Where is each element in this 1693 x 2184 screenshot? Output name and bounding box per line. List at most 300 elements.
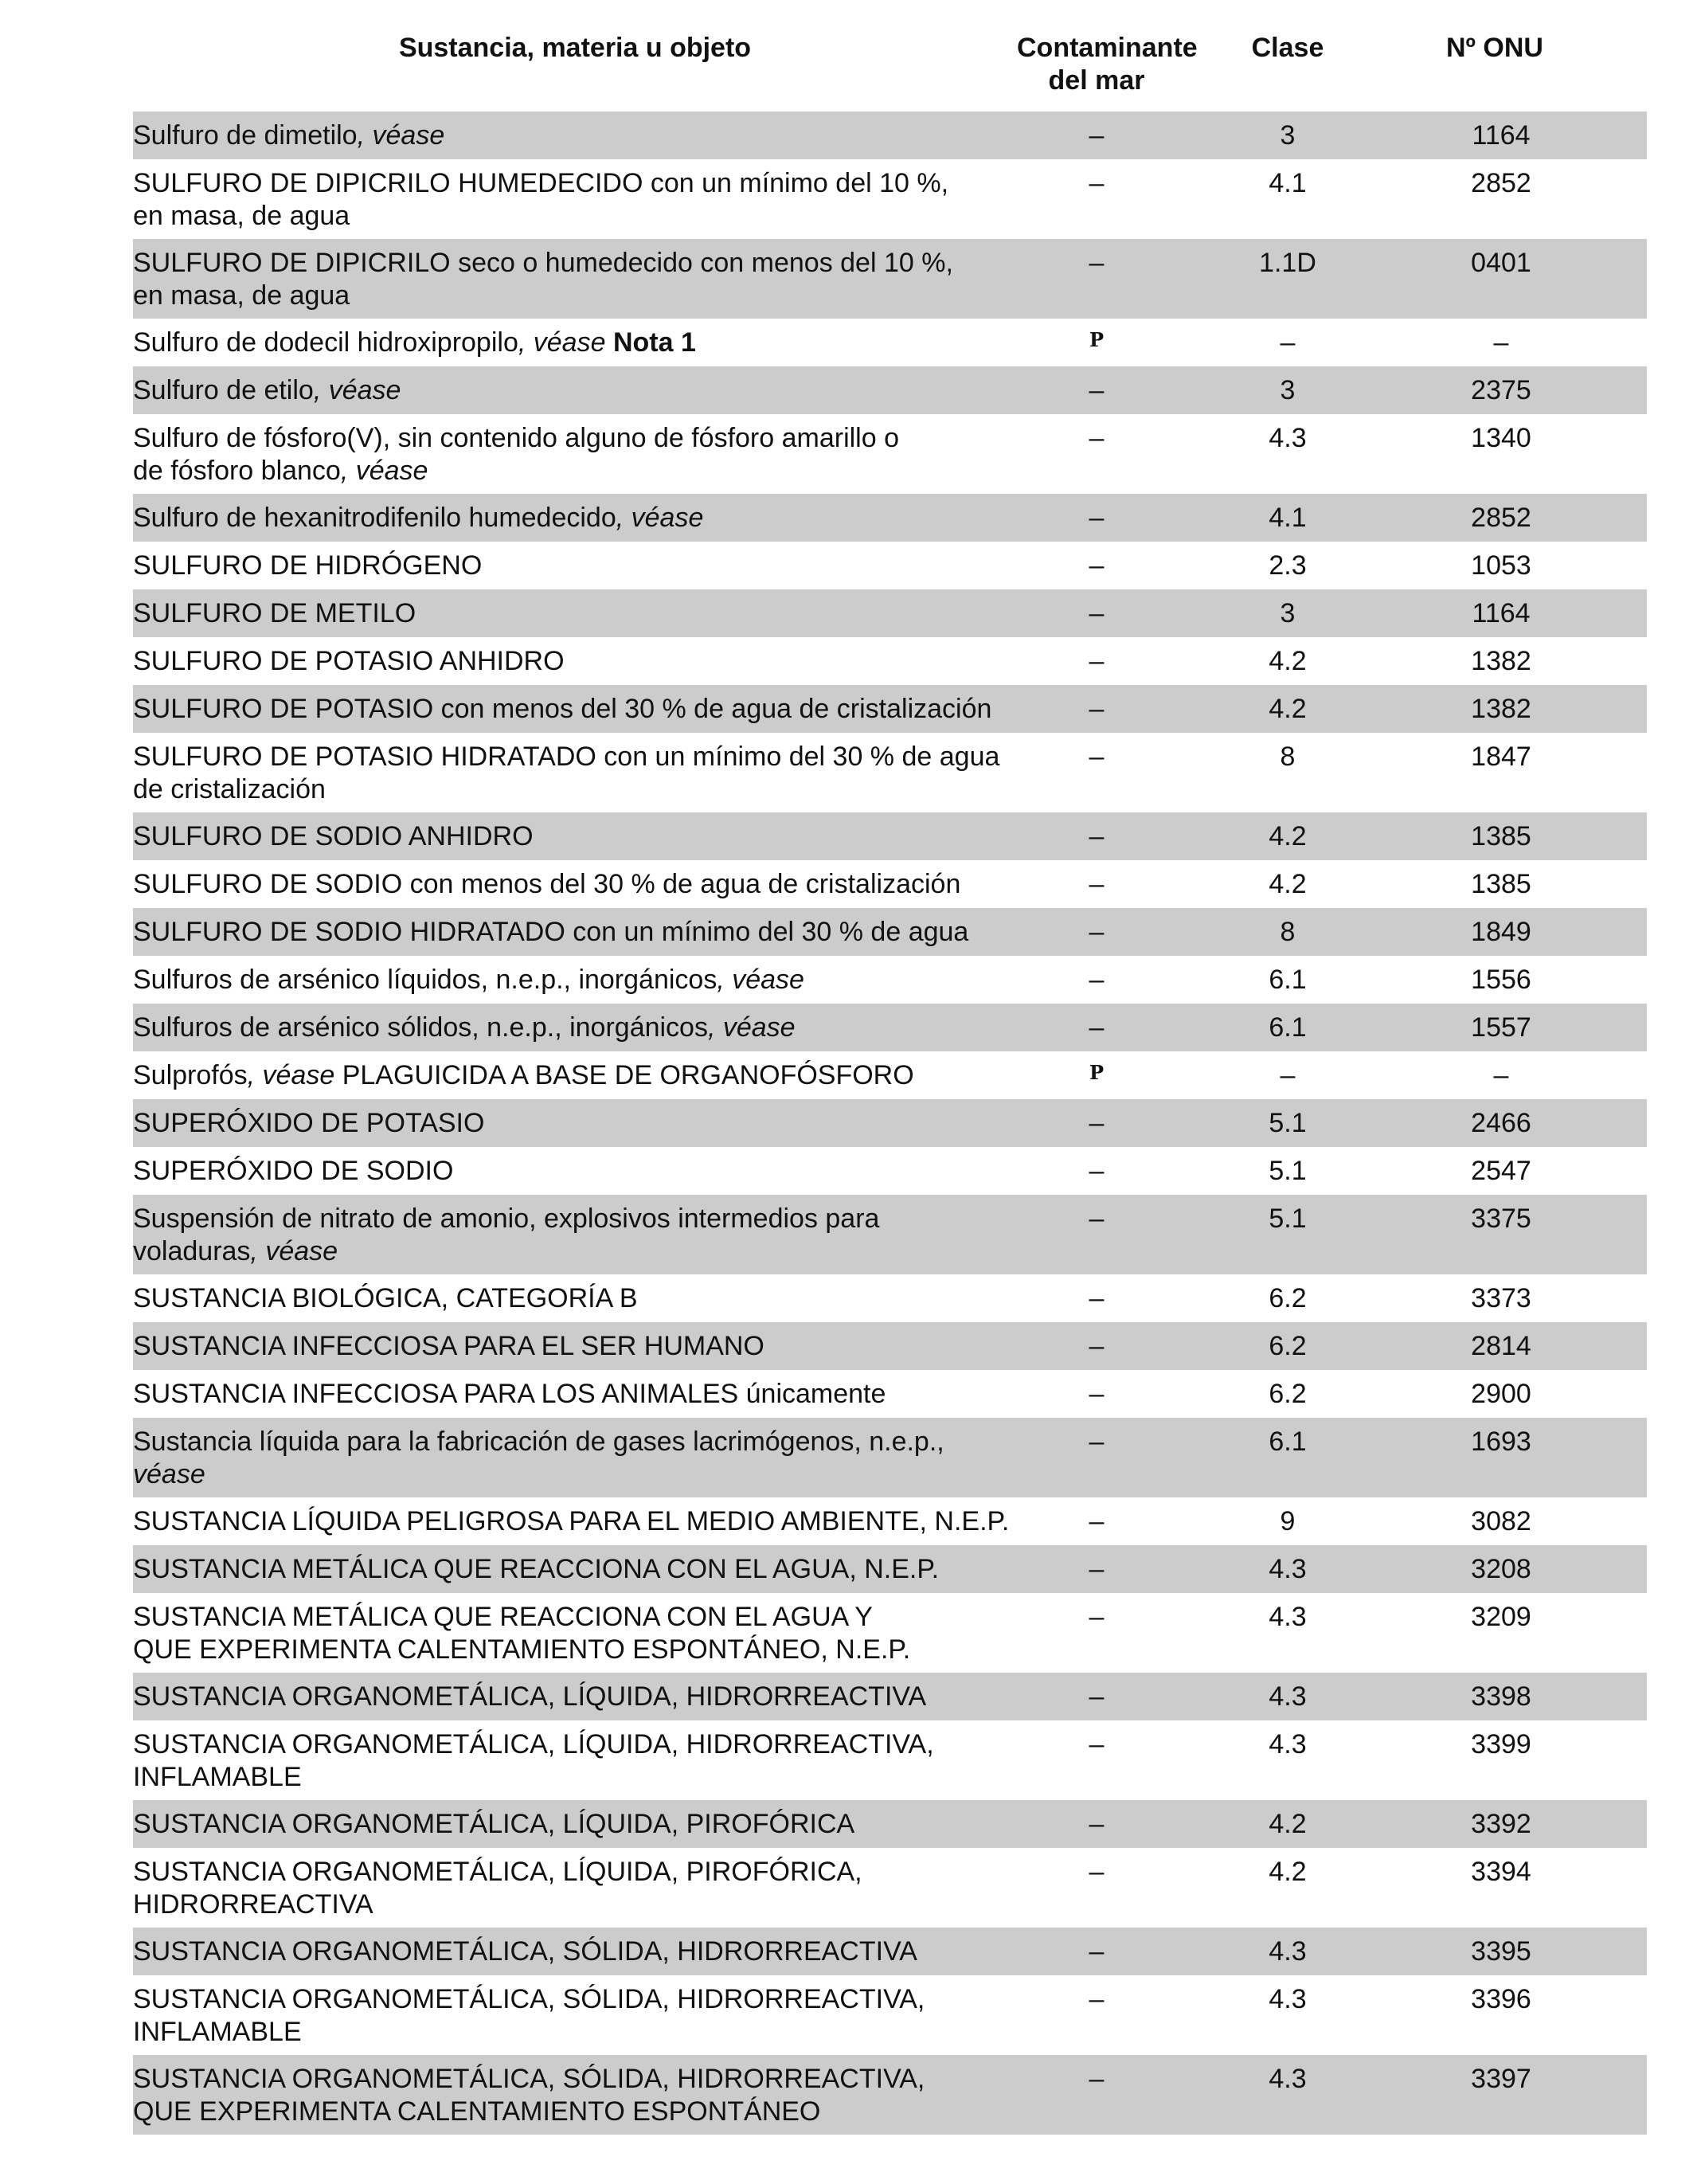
cell-marine-pollutant <box>1017 542 1176 582</box>
table-row <box>133 1370 1647 1418</box>
cell-substance <box>133 1370 1017 1411</box>
cell-class: 4.3 <box>1269 1681 1307 1712</box>
substance-line-1 <box>133 1505 1011 1538</box>
cell-un-number: 1385 <box>1471 821 1531 851</box>
substance-text: SULFURO DE POTASIO con menos del 30 % de agua de cristalización <box>133 694 992 724</box>
substance-line-2 <box>133 1634 1011 1666</box>
table-row <box>133 1004 1647 1051</box>
marine-pollutant-value: – <box>1089 375 1105 405</box>
cell-un-number: 3375 <box>1471 1204 1531 1234</box>
cell-un-number: 1849 <box>1471 917 1531 947</box>
substance-line-1 <box>133 693 1011 726</box>
cell-un-number: 1382 <box>1471 646 1531 676</box>
see-reference: , véase <box>357 120 445 151</box>
marine-pollutant-value: – <box>1089 1012 1105 1043</box>
cell-substance <box>133 733 1017 806</box>
substance-text: Sulfuro de etilo <box>133 375 314 405</box>
cell-substance <box>133 860 1017 901</box>
see-target: Nota 1 <box>612 327 696 358</box>
table-row <box>133 2055 1647 2135</box>
cell-class: 6.2 <box>1269 1283 1307 1313</box>
substance-line-2 <box>133 1235 1011 1268</box>
cell-un-number: 3399 <box>1471 1729 1531 1759</box>
marine-pollutant-value: – <box>1089 598 1105 628</box>
cell-marine-pollutant <box>1017 239 1176 280</box>
header-class: Clase <box>1251 33 1324 63</box>
cell-marine-pollutant <box>1017 685 1176 726</box>
cell-marine-pollutant <box>1017 812 1176 853</box>
cell-marine-pollutant <box>1017 1274 1176 1315</box>
substance-text: SUSTANCIA METÁLICA QUE REACCIONA CON EL AGUA, N.E.P. <box>133 1554 940 1584</box>
cell-marine-pollutant <box>1017 589 1176 630</box>
substance-line-1 <box>133 247 1011 280</box>
cell-marine-pollutant <box>1017 1928 1176 1968</box>
marine-pollutant-value: – <box>1089 1506 1105 1536</box>
cell-marine-pollutant <box>1017 1322 1176 1363</box>
marine-pollutant-value: – <box>1089 503 1105 533</box>
cell-marine-pollutant <box>1017 1370 1176 1411</box>
marine-pollutant-value: – <box>1089 965 1105 995</box>
cell-un-number: 3208 <box>1471 1554 1531 1584</box>
substance-line-1 <box>133 1856 1011 1888</box>
substance-line-1 <box>133 1681 1011 1713</box>
cell-class: 9 <box>1280 1506 1296 1536</box>
cell-substance <box>133 812 1017 853</box>
substance-text: Sulfuro de dimetilo <box>133 120 358 151</box>
substance-text: SULFURO DE HIDRÓGENO <box>133 550 483 581</box>
cell-marine-pollutant <box>1017 1497 1176 1538</box>
cell-substance <box>133 1975 1017 2049</box>
see-reference: véase <box>133 1459 205 1489</box>
substance-text-cont: voladuras <box>133 1236 251 1266</box>
cell-class: 4.3 <box>1269 2064 1307 2094</box>
cell-marine-pollutant <box>1017 1147 1176 1188</box>
substance-text: SUSTANCIA INFECCIOSA PARA EL SER HUMANO <box>133 1331 764 1361</box>
see-reference: , véase <box>717 965 804 995</box>
cell-substance <box>133 112 1017 152</box>
substance-line-2 <box>133 200 1011 233</box>
cell-un-number: 3395 <box>1471 1936 1531 1967</box>
marine-pollutant-value: – <box>1089 1936 1105 1967</box>
marine-pollutant-value: – <box>1089 1108 1105 1138</box>
substance-text: SUSTANCIA BIOLÓGICA, CATEGORÍA B <box>133 1283 638 1313</box>
dangerous-goods-table <box>133 32 1647 2135</box>
substance-line-1 <box>133 868 1011 901</box>
cell-marine-pollutant <box>1017 733 1176 773</box>
substance-text-cont: en masa, de agua <box>133 201 350 231</box>
table-row <box>133 112 1647 159</box>
cell-un-number: 3082 <box>1471 1506 1531 1536</box>
table-row <box>133 159 1647 239</box>
cell-marine-pollutant <box>1017 637 1176 678</box>
table-header <box>133 32 1647 112</box>
cell-class: 5.1 <box>1269 1108 1307 1138</box>
substance-line-1 <box>133 1203 1011 1235</box>
cell-marine-pollutant <box>1017 112 1176 152</box>
see-reference: , véase <box>518 327 606 358</box>
table-row <box>133 1418 1647 1497</box>
substance-text: SUPERÓXIDO DE SODIO <box>133 1156 454 1186</box>
cell-substance <box>133 908 1017 949</box>
cell-substance <box>133 1593 1017 1666</box>
cell-un-number: 3394 <box>1471 1857 1531 1887</box>
substance-line-1 <box>133 916 1011 949</box>
cell-un-number: 2900 <box>1471 1379 1531 1409</box>
table-row <box>133 366 1647 414</box>
cell-class: – <box>1280 327 1296 358</box>
cell-marine-pollutant <box>1017 1593 1176 1634</box>
marine-pollutant-value: – <box>1089 1156 1105 1186</box>
table-row <box>133 1720 1647 1800</box>
substance-text: SUSTANCIA ORGANOMETÁLICA, LÍQUIDA, HIDRORREACTIVA, <box>133 1729 934 1759</box>
table-row <box>133 812 1647 860</box>
table-row <box>133 1195 1647 1274</box>
cell-marine-pollutant <box>1017 1720 1176 1761</box>
substance-text: Sulfuro de hexanitrodifenilo humedecido <box>133 503 616 533</box>
substance-line-1 <box>133 741 1011 773</box>
substance-line-2 <box>133 1458 1011 1491</box>
cell-marine-pollutant <box>1017 1418 1176 1458</box>
cell-substance <box>133 366 1017 407</box>
substance-text: SULFURO DE POTASIO HIDRATADO con un mínimo del 30 % de agua <box>133 742 1000 772</box>
table-row <box>133 637 1647 685</box>
marine-pollutant-value: – <box>1089 1984 1105 2014</box>
header-marine-pollutant-line2: del mar <box>1048 65 1145 96</box>
cell-substance <box>133 685 1017 726</box>
cell-un-number: 1340 <box>1471 423 1531 453</box>
marine-pollutant-value: – <box>1089 1554 1105 1584</box>
cell-un-number: 2466 <box>1471 1108 1531 1138</box>
cell-class: 4.2 <box>1269 646 1307 676</box>
cell-substance <box>133 494 1017 534</box>
substance-text: SULFURO DE SODIO ANHIDRO <box>133 821 534 851</box>
cell-un-number: 0401 <box>1471 248 1531 278</box>
see-reference: , véase <box>707 1012 796 1043</box>
substance-line-1 <box>133 597 1011 630</box>
cell-marine-pollutant <box>1017 414 1176 455</box>
cell-substance <box>133 1004 1017 1044</box>
cell-substance <box>133 637 1017 678</box>
substance-line-1 <box>133 1808 1011 1841</box>
cell-un-number: 3397 <box>1471 2064 1531 2094</box>
table-row <box>133 1322 1647 1370</box>
substance-line-1 <box>133 327 1011 359</box>
cell-substance <box>133 1147 1017 1188</box>
marine-pollutant-mark: P <box>1089 328 1105 351</box>
table-row <box>133 1975 1647 2055</box>
substance-line-1 <box>133 1107 1011 1140</box>
table-row <box>133 1147 1647 1195</box>
cell-un-number: 1693 <box>1471 1427 1531 1457</box>
substance-text-cont: QUE EXPERIMENTA CALENTAMIENTO ESPONTÁNEO, N.E.P. <box>133 1634 911 1665</box>
substance-line-1 <box>133 550 1011 582</box>
cell-marine-pollutant <box>1017 494 1176 534</box>
cell-un-number: 1556 <box>1471 965 1531 995</box>
cell-class: 8 <box>1280 917 1296 947</box>
substance-line-1 <box>133 1330 1011 1363</box>
cell-class: 4.3 <box>1269 1554 1307 1584</box>
table-row <box>133 1673 1647 1720</box>
cell-un-number: 3373 <box>1471 1283 1531 1313</box>
marine-pollutant-value: – <box>1089 1602 1105 1632</box>
cell-substance <box>133 1720 1017 1794</box>
substance-text: SULFURO DE SODIO HIDRATADO con un mínimo del 30 % de agua <box>133 917 969 947</box>
substance-text-cont: en masa, de agua <box>133 280 350 311</box>
substance-text: SUSTANCIA ORGANOMETÁLICA, LÍQUIDA, PIROFÓRICA, <box>133 1857 862 1887</box>
marine-pollutant-value: – <box>1089 423 1105 453</box>
cell-marine-pollutant <box>1017 1545 1176 1586</box>
cell-class: 5.1 <box>1269 1204 1307 1234</box>
substance-line-2 <box>133 2096 1011 2128</box>
cell-un-number: 1557 <box>1471 1012 1531 1043</box>
cell-un-number: 1382 <box>1471 694 1531 724</box>
header-marine-pollutant-line1: Contaminante <box>1017 33 1198 63</box>
cell-class: 4.3 <box>1269 1936 1307 1967</box>
marine-pollutant-value: – <box>1089 1379 1105 1409</box>
substance-line-2 <box>133 455 1011 487</box>
cell-substance <box>133 956 1017 996</box>
marine-pollutant-value: – <box>1089 168 1105 198</box>
cell-substance <box>133 319 1017 359</box>
substance-line-1 <box>133 374 1011 407</box>
cell-un-number: 3392 <box>1471 1809 1531 1839</box>
substance-line-1 <box>133 2063 1011 2096</box>
marine-pollutant-value: – <box>1089 248 1105 278</box>
cell-class: 4.2 <box>1269 1857 1307 1887</box>
substance-line-1 <box>133 1426 1011 1458</box>
substance-line-2 <box>133 773 1011 806</box>
substance-text: Sulfuro de fósforo(V), sin contenido alguno de fósforo amarillo o <box>133 423 899 453</box>
substance-text: Sustancia líquida para la fabricación de gases lacrimógenos, n.e.p., <box>133 1427 944 1457</box>
substance-text-cont: QUE EXPERIMENTA CALENTAMIENTO ESPONTÁNEO <box>133 2096 821 2127</box>
substance-line-1 <box>133 645 1011 678</box>
substance-line-1 <box>133 502 1011 534</box>
cell-class: 4.3 <box>1269 423 1307 453</box>
cell-class: 3 <box>1280 120 1296 151</box>
cell-substance <box>133 1848 1017 1921</box>
table-row <box>133 685 1647 733</box>
marine-pollutant-value: – <box>1089 917 1105 947</box>
substance-text: Sulprofós <box>133 1060 248 1090</box>
cell-class: 1.1D <box>1259 248 1316 278</box>
cell-class: 6.1 <box>1269 1427 1307 1457</box>
cell-un-number: – <box>1493 327 1509 358</box>
marine-pollutant-value: – <box>1089 869 1105 899</box>
substance-text: SUSTANCIA ORGANOMETÁLICA, SÓLIDA, HIDRORREACTIVA, <box>133 1984 925 2014</box>
marine-pollutant-value: – <box>1089 1283 1105 1313</box>
cell-un-number: – <box>1493 1060 1509 1090</box>
marine-pollutant-value: – <box>1089 120 1105 151</box>
cell-class: – <box>1280 1060 1296 1090</box>
substance-text: SUSTANCIA LÍQUIDA PELIGROSA PARA EL MEDIO AMBIENTE, N.E.P. <box>133 1506 1010 1536</box>
substance-line-1 <box>133 1012 1011 1044</box>
cell-class: 3 <box>1280 598 1296 628</box>
cell-substance <box>133 1051 1017 1092</box>
substance-text: SULFURO DE POTASIO ANHIDRO <box>133 646 565 676</box>
substance-line-2 <box>133 2016 1011 2049</box>
substance-text-cont: HIDRORREACTIVA <box>133 1889 373 1920</box>
table-row <box>133 589 1647 637</box>
substance-line-1 <box>133 1155 1011 1188</box>
cell-marine-pollutant <box>1017 1975 1176 2016</box>
table-row <box>133 1099 1647 1147</box>
marine-pollutant-value: – <box>1089 1729 1105 1759</box>
cell-marine-pollutant <box>1017 1195 1176 1235</box>
substance-text: SUSTANCIA ORGANOMETÁLICA, SÓLIDA, HIDRORREACTIVA, <box>133 2064 925 2094</box>
cell-marine-pollutant <box>1017 1673 1176 1713</box>
cell-marine-pollutant <box>1017 956 1176 996</box>
cell-un-number: 3398 <box>1471 1681 1531 1712</box>
cell-un-number: 1053 <box>1471 550 1531 581</box>
substance-line-2 <box>133 1761 1011 1794</box>
substance-line-1 <box>133 1983 1011 2016</box>
substance-line-1 <box>133 1553 1011 1586</box>
substance-text: SUSTANCIA ORGANOMETÁLICA, SÓLIDA, HIDRORREACTIVA <box>133 1936 917 1967</box>
substance-line-1 <box>133 167 1011 200</box>
table-row <box>133 542 1647 589</box>
marine-pollutant-mark: P <box>1089 1061 1105 1084</box>
table-row <box>133 956 1647 1004</box>
cell-substance <box>133 1928 1017 1968</box>
substance-text: Sulfuros de arsénico líquidos, n.e.p., inorgánicos <box>133 965 717 995</box>
substance-line-1 <box>133 1728 1011 1761</box>
cell-class: 4.3 <box>1269 1984 1307 2014</box>
cell-substance <box>133 589 1017 630</box>
cell-class: 4.2 <box>1269 1809 1307 1839</box>
substance-line-1 <box>133 964 1011 996</box>
see-reference: , véase <box>616 503 704 533</box>
table-row <box>133 414 1647 494</box>
cell-un-number: 1385 <box>1471 869 1531 899</box>
cell-substance <box>133 1099 1017 1140</box>
cell-substance <box>133 542 1017 582</box>
cell-un-number: 3396 <box>1471 1984 1531 2014</box>
cell-substance <box>133 1800 1017 1841</box>
cell-class: 3 <box>1280 375 1296 405</box>
see-reference: , véase <box>340 456 428 486</box>
cell-substance <box>133 1195 1017 1268</box>
cell-marine-pollutant <box>1017 860 1176 901</box>
cell-class: 6.2 <box>1269 1379 1307 1409</box>
cell-marine-pollutant <box>1017 1800 1176 1841</box>
cell-class: 4.3 <box>1269 1602 1307 1632</box>
cell-un-number: 2852 <box>1471 503 1531 533</box>
substance-text: SUPERÓXIDO DE POTASIO <box>133 1108 485 1138</box>
substance-text: SULFURO DE METILO <box>133 598 416 628</box>
substance-line-1 <box>133 1059 1011 1092</box>
cell-marine-pollutant <box>1017 1848 1176 1888</box>
cell-class: 4.1 <box>1269 503 1307 533</box>
cell-class: 6.1 <box>1269 1012 1307 1043</box>
substance-text-cont: INFLAMABLE <box>133 2017 302 2047</box>
table-body <box>133 112 1647 2135</box>
table-row <box>133 1848 1647 1928</box>
marine-pollutant-value: – <box>1089 1681 1105 1712</box>
table-row <box>133 1800 1647 1848</box>
cell-substance <box>133 2055 1017 2128</box>
cell-marine-pollutant <box>1017 2055 1176 2096</box>
substance-text-cont: de fósforo blanco <box>133 456 341 486</box>
cell-class: 6.2 <box>1269 1331 1307 1361</box>
substance-line-2 <box>133 280 1011 312</box>
header-marine-pollutant <box>1017 32 1198 97</box>
table-row <box>133 1545 1647 1593</box>
cell-marine-pollutant <box>1017 1004 1176 1044</box>
cell-un-number: 1847 <box>1471 742 1531 772</box>
table-row <box>133 1928 1647 1975</box>
cell-class: 4.3 <box>1269 1729 1307 1759</box>
marine-pollutant-value: – <box>1089 1809 1105 1839</box>
cell-class: 4.2 <box>1269 694 1307 724</box>
marine-pollutant-value: – <box>1089 1857 1105 1887</box>
cell-class: 8 <box>1280 742 1296 772</box>
cell-substance <box>133 1322 1017 1363</box>
substance-text: SUSTANCIA ORGANOMETÁLICA, LÍQUIDA, PIROFÓRICA <box>133 1809 855 1839</box>
substance-text: Sulfuro de dodecil hidroxipropilo <box>133 327 518 358</box>
table-row <box>133 1593 1647 1673</box>
cell-un-number: 1164 <box>1472 120 1531 151</box>
substance-text-cont: de cristalización <box>133 774 326 804</box>
marine-pollutant-value: – <box>1089 694 1105 724</box>
cell-class: 4.2 <box>1269 869 1307 899</box>
cell-marine-pollutant <box>1017 1051 1176 1094</box>
marine-pollutant-value: – <box>1089 550 1105 581</box>
marine-pollutant-value: – <box>1089 1204 1105 1234</box>
substance-text: SULFURO DE DIPICRILO seco o humedecido con menos del 10 %, <box>133 248 953 278</box>
cell-substance <box>133 239 1017 312</box>
cell-substance <box>133 1673 1017 1713</box>
header-substance: Sustancia, materia u objeto <box>398 33 752 63</box>
cell-marine-pollutant <box>1017 159 1176 200</box>
cell-un-number: 3209 <box>1471 1602 1531 1632</box>
substance-text: SUSTANCIA ORGANOMETÁLICA, LÍQUIDA, HIDRORREACTIVA <box>133 1681 927 1712</box>
see-target: PLAGUICIDA A BASE DE ORGANOFÓSFORO <box>342 1060 914 1090</box>
cell-marine-pollutant <box>1017 366 1176 407</box>
cell-class: 6.1 <box>1269 965 1307 995</box>
table-row <box>133 860 1647 908</box>
see-reference: , véase <box>250 1236 338 1266</box>
substance-line-1 <box>133 820 1011 853</box>
see-reference: , véase <box>313 375 401 405</box>
table-row <box>133 319 1647 366</box>
substance-line-1 <box>133 422 1011 455</box>
table-row <box>133 733 1647 812</box>
substance-line-1 <box>133 1378 1011 1411</box>
cell-un-number: 2852 <box>1471 168 1531 198</box>
cell-marine-pollutant <box>1017 319 1176 361</box>
cell-marine-pollutant <box>1017 1099 1176 1140</box>
see-reference: , véase <box>247 1060 335 1090</box>
cell-un-number: 2814 <box>1471 1331 1531 1361</box>
cell-marine-pollutant <box>1017 908 1176 949</box>
marine-pollutant-value: – <box>1089 646 1105 676</box>
substance-line-1 <box>133 1282 1011 1315</box>
marine-pollutant-value: – <box>1089 1331 1105 1361</box>
table-row <box>133 1051 1647 1099</box>
marine-pollutant-value: – <box>1089 1427 1105 1457</box>
substance-text: SUSTANCIA INFECCIOSA PARA LOS ANIMALES únicamente <box>133 1379 886 1409</box>
cell-substance <box>133 159 1017 233</box>
header-un-number: Nº ONU <box>1446 33 1543 63</box>
substance-line-2 <box>133 1888 1011 1921</box>
substance-text: SULFURO DE DIPICRILO HUMEDECIDO con un mínimo del 10 %, <box>133 168 949 198</box>
table-row <box>133 1497 1647 1545</box>
substance-text: SULFURO DE SODIO con menos del 30 % de agua de cristalización <box>133 869 961 899</box>
substance-line-1 <box>133 1601 1011 1634</box>
substance-text-cont: INFLAMABLE <box>133 1762 302 1792</box>
table-row <box>133 494 1647 542</box>
marine-pollutant-value: – <box>1089 821 1105 851</box>
